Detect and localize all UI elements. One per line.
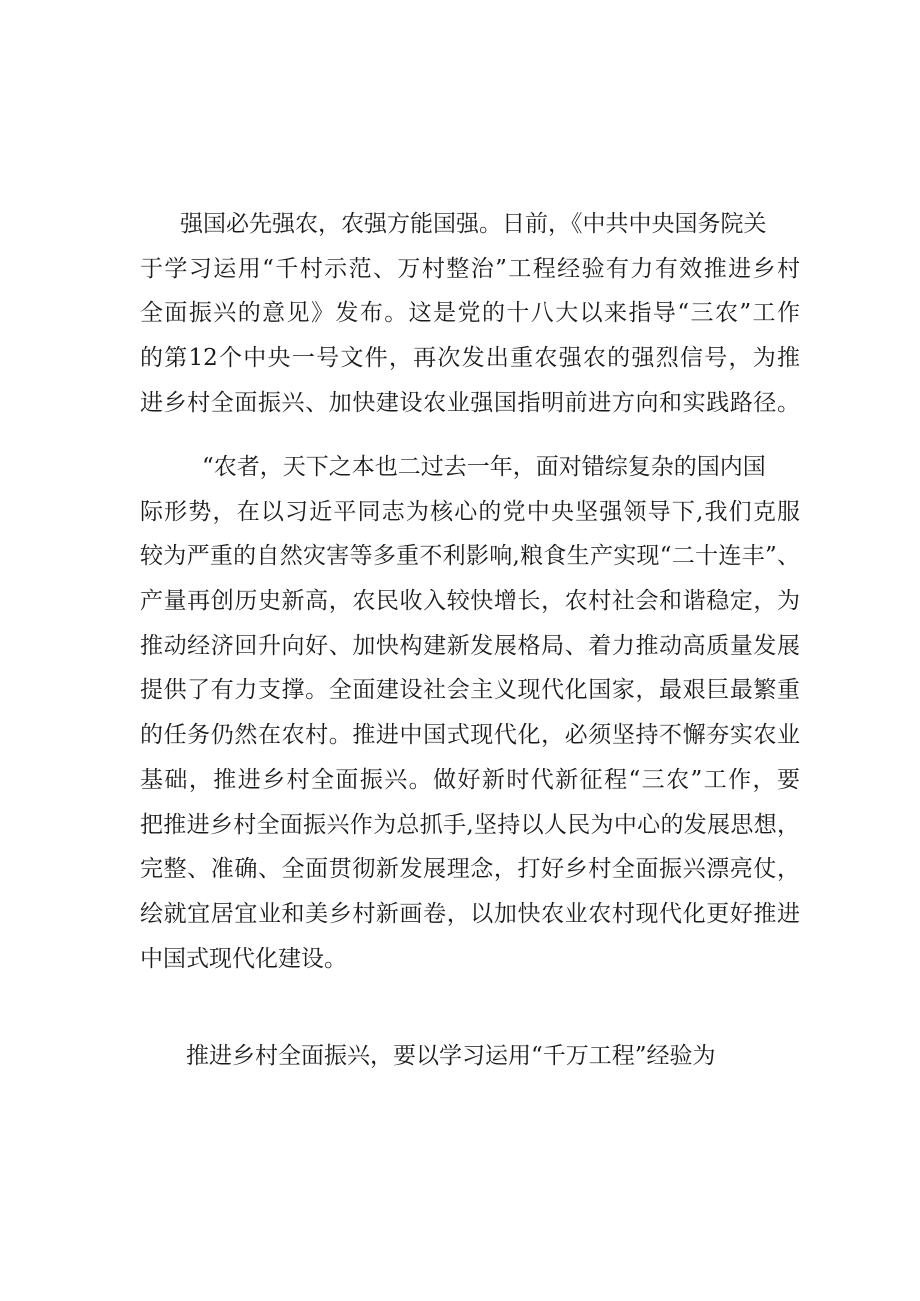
paragraph-line: 的第12个中央一号文件，再次发出重农强农的强烈信号，为推	[140, 345, 800, 372]
paragraph-line: 进乡村全面振兴、加快建设农业强国指明前进方向和实践路径。	[140, 389, 800, 416]
paragraph-line: 推进乡村全面振兴，要以学习运用“千万工程”经验为	[186, 1043, 716, 1069]
paragraph-line: 产量再创历史新高，农民收入较快增长，农村社会和谐稳定，为	[140, 588, 800, 615]
paragraph-line: “农者，天下之本也二过去一年，面对错综复杂的国内国	[202, 454, 766, 480]
paragraph-2	[140, 445, 800, 981]
paragraph-line: 较为严重的自然灾害等多重不利影响,粮食生产实现“二十连丰”、	[140, 543, 800, 570]
paragraph-1	[140, 202, 800, 425]
paragraph-line: 际形势，在以习近平同志为核心的党中央坚强领导下,我们克服	[140, 498, 800, 525]
paragraph-line: 强国必先强农，农强方能国强。日前，《中共中央国务院关	[180, 211, 767, 237]
paragraph-line: 提供了有力支撑。全面建设社会主义现代化国家，最艰巨最繁重	[140, 677, 800, 704]
paragraph-line: 绘就宜居宜业和美乡村新画卷，以加快农业农村现代化更好推进	[140, 900, 800, 927]
paragraph-line: 中国式现代化建设。	[140, 945, 347, 972]
paragraph-line: 把推进乡村全面振兴作为总抓手,坚持以人民为中心的发展思想，	[140, 811, 800, 838]
paragraph-3	[140, 1034, 800, 1079]
paragraph-line: 完整、准确、全面贯彻新发展理念，打好乡村全面振兴漂亮仗，	[140, 856, 800, 883]
paragraph-line: 推动经济回升向好、加快构建新发展格局、着力推动高质量发展	[140, 632, 800, 659]
paragraph-line: 于学习运用“千村示范、万村整治”工程经验有力有效推进乡村	[140, 255, 800, 282]
paragraph-line: 全面振兴的意见》发布。这是党的十八大以来指导“三农”工作	[140, 300, 800, 327]
paragraph-line: 基础，推进乡村全面振兴。做好新时代新征程“三农”工作，要	[140, 766, 800, 793]
paragraph-line: 的任务仍然在农村。推进中国式现代化，必须坚持不懈夯实农业	[140, 722, 800, 749]
